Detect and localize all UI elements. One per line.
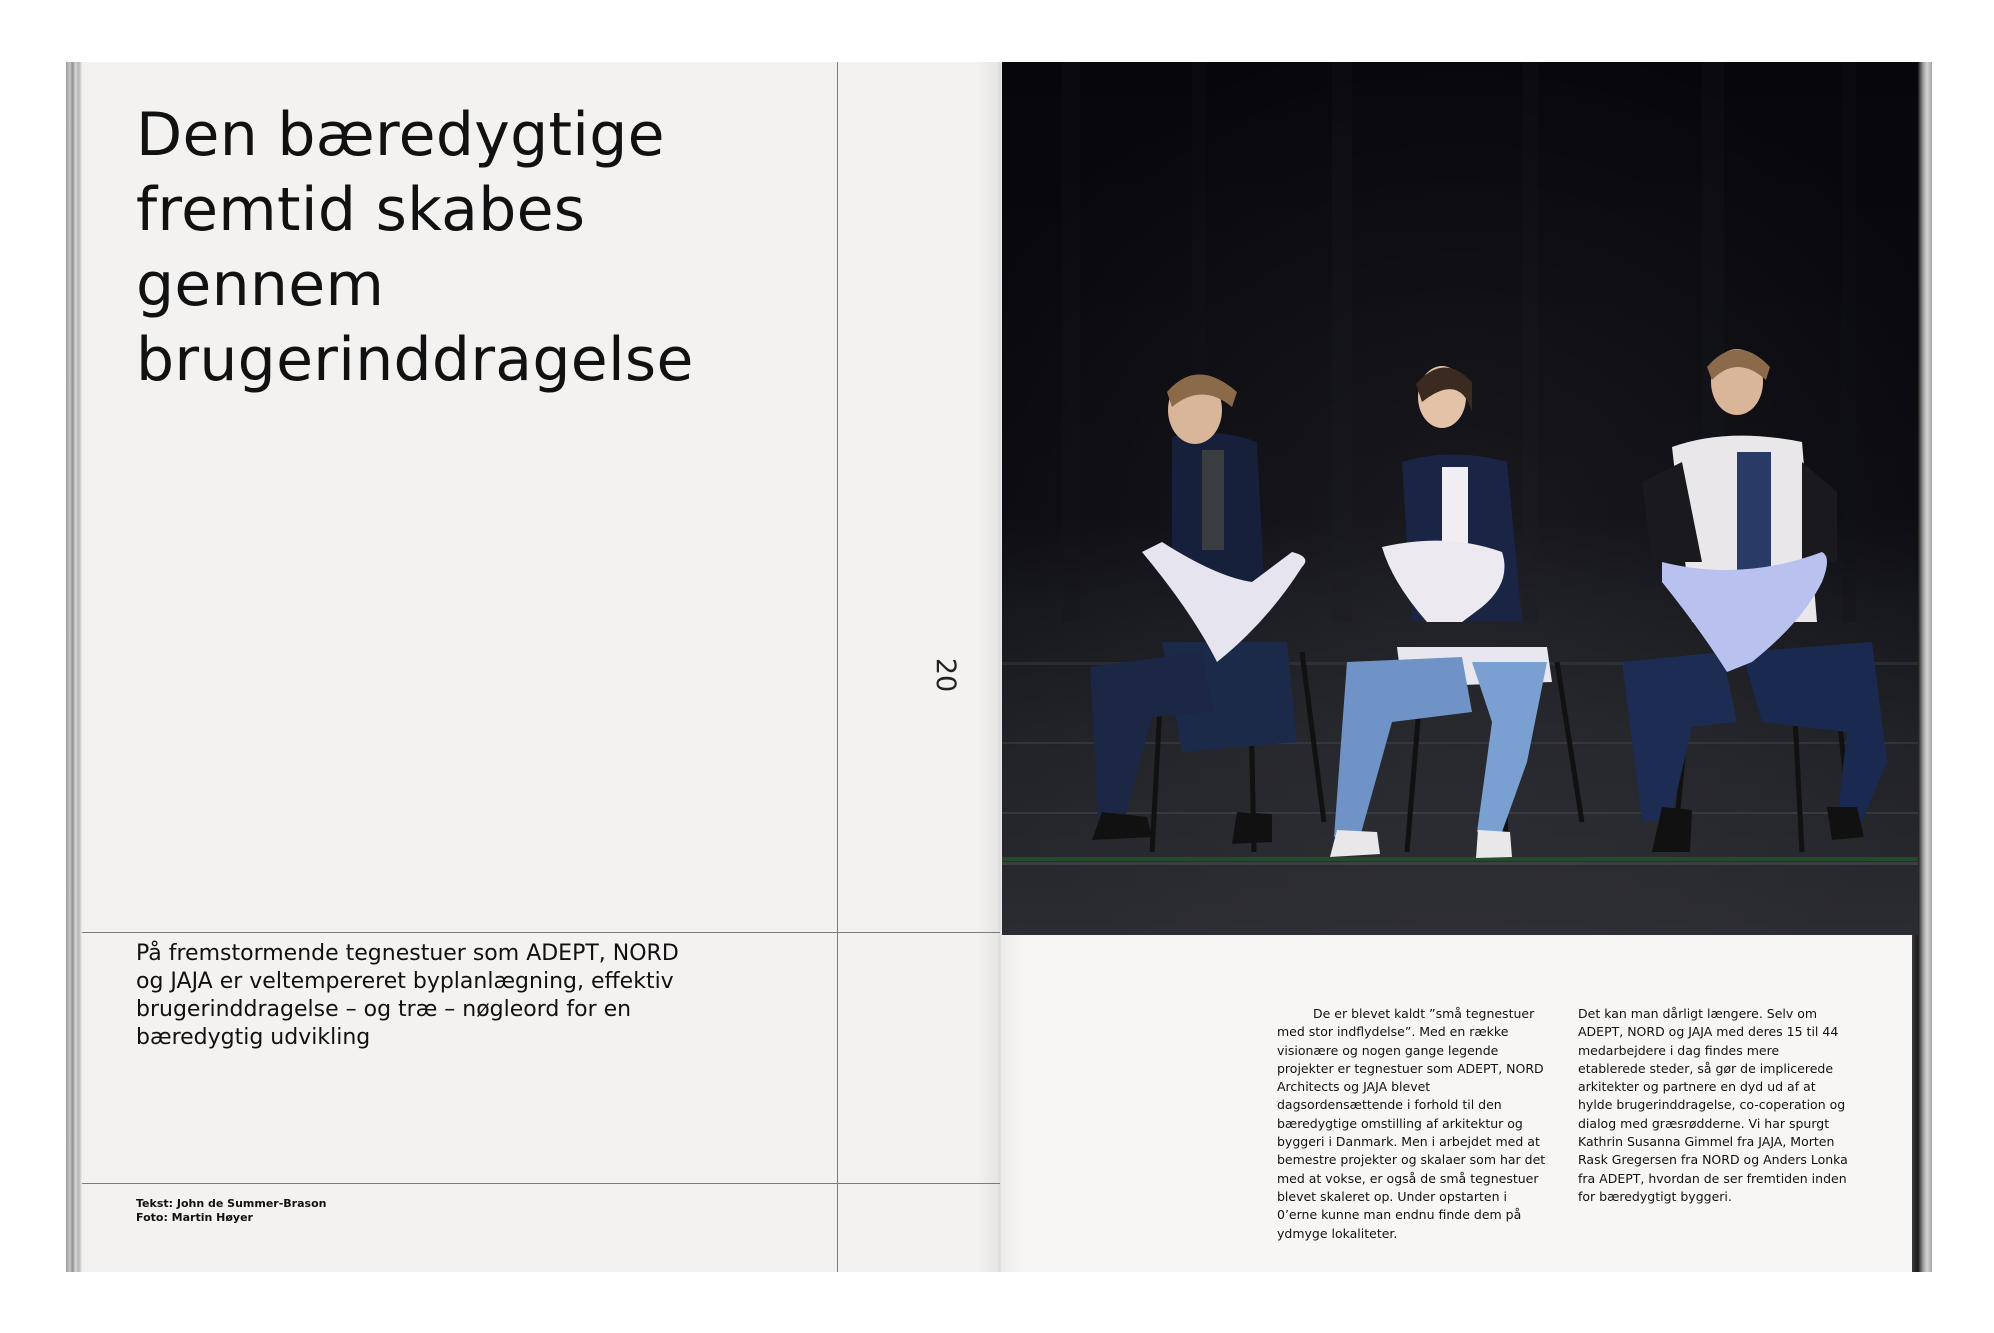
grid-horizontal-rule [82, 932, 1000, 933]
article-credits [136, 1197, 536, 1225]
page-number: 20 [930, 657, 961, 693]
grid-horizontal-rule [82, 1183, 1000, 1184]
body-column-1: De er blevet kaldt ”små tegnestuer med stor indflydelse”. Med en række visionære og nogen gange legende projekter er tegnestuer som ADEPT, NORD Architects og JAJA blevet dagsordensættende i forhold til den bæredygtige omstilling af arkitektur og byggeri i Danmark. Men i arbejdet med at bemestre projekter og skalaer som har det med at vokse, er også de små tegnestuer blevet skaleret op. Under opstarten i 0’erne kunne man endnu finde dem på ydmyge lokaliteter. [1277, 1006, 1546, 1241]
grid-vertical-rule [837, 62, 838, 1272]
credit-text: Tekst: John de Summer-Brason [136, 1197, 327, 1210]
article-lead: På fremstormende tegnestuer som ADEPT, NORD og JAJA er veltempereret byplanlægning, effektiv brugerinddragelse – og træ – nøgleord for en bæredygtig udvikling [136, 941, 679, 1050]
article-photo [1002, 62, 1918, 935]
credit-photo: Foto: Martin Høyer [136, 1211, 253, 1224]
page-edge-left [66, 62, 82, 1272]
article-headline: Den bæredygtige fremtid skabes gennem brugerinddragelse [136, 100, 694, 395]
photo-illustration [1002, 62, 1918, 935]
body-column-2: Det kan man dårligt længere. Selv om ADEPT, NORD og JAJA med deres 15 til 44 medarbejdere i dag findes mere etablerede steder, så gør de implicerede arkitekter og partnere en dyd ud af at hylde brugerinddragelse, co-coperation og dialog med græsrødderne. Vi har spurgt Kathrin Susanna Gimmel fra JAJA, Morten Rask Gregersen fra NORD og Anders Lonka fra ADEPT, hvordan de ser fremtiden inden for bæredygtigt byggeri. [1578, 1006, 1848, 1204]
